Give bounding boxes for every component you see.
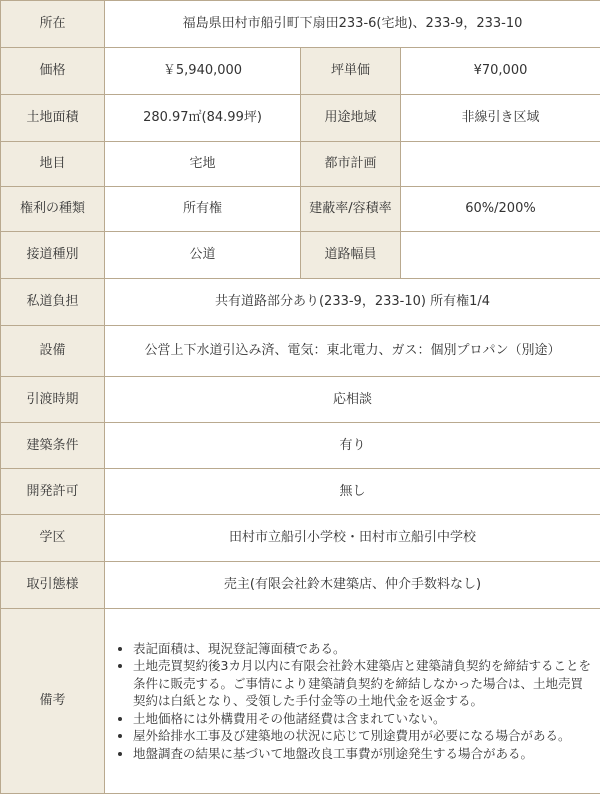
price-value: ￥5,940,000 (105, 48, 301, 95)
row-transaction (1, 562, 600, 609)
land-area-value: 280.97㎡(84.99坪) (105, 95, 301, 142)
row-land-area (1, 95, 600, 142)
row-road (1, 232, 600, 279)
rights-value: 所有権 (105, 187, 301, 232)
remarks-item: • 地盤調査の結果に基づいて地盤改良工事費が別途発生する場合がある。 (133, 745, 594, 763)
row-private-road (1, 279, 600, 326)
private-road-value: 共有道路部分あり(233-9，233-10) 所有権1/4 (105, 279, 600, 326)
facilities-label: 設備 (1, 326, 105, 377)
row-address (1, 1, 600, 48)
land-area-label: 土地面積 (1, 95, 105, 142)
remarks-item: • 屋外給排水工事及び建築地の状況に応じて別途費用が必要になる場合がある。 (133, 727, 594, 745)
row-building-conditions (1, 423, 600, 469)
dev-permit-value: 無し (105, 469, 600, 515)
school-district-label: 学区 (1, 515, 105, 562)
price-label: 価格 (1, 48, 105, 95)
land-category-value: 宅地 (105, 142, 301, 187)
handover-label: 引渡時期 (1, 377, 105, 423)
handover-value: 応相談 (105, 377, 600, 423)
unit-price-label: 坪単価 (301, 48, 401, 95)
row-school-district (1, 515, 600, 562)
dev-permit-label: 開発許可 (1, 469, 105, 515)
row-facilities (1, 326, 600, 377)
remarks-label: 備考 (1, 609, 105, 794)
land-category-label: 地目 (1, 142, 105, 187)
address-label: 所在 (1, 1, 105, 48)
row-price (1, 48, 600, 95)
transaction-value: 売主(有限会社鈴木建築店、仲介手数料なし) (105, 562, 600, 609)
remarks-item: • 表記面積は、現況登記簿面積である。 (133, 640, 594, 658)
city-planning-label: 都市計画 (301, 142, 401, 187)
row-rights (1, 187, 600, 232)
coverage-label: 建蔽率/容積率 (301, 187, 401, 232)
road-width-label: 道路幅員 (301, 232, 401, 279)
building-conditions-label: 建築条件 (1, 423, 105, 469)
row-handover (1, 377, 600, 423)
zoning-value: 非線引き区域 (401, 95, 600, 142)
school-district-value: 田村市立船引小学校・田村市立船引中学校 (105, 515, 600, 562)
row-remarks (1, 609, 600, 794)
remarks-item: • 土地売買契約後3カ月以内に有限会社鈴木建築店と建築請負契約を締結することを条件に販売する。ご事情により建築請負契約を締結しなかった場合は、土地売買契約は白紙となり、受領した手付金等の土地代金を返金する。 (133, 657, 594, 710)
coverage-value: 60%/200% (401, 187, 600, 232)
row-dev-permit (1, 469, 600, 515)
private-road-label: 私道負担 (1, 279, 105, 326)
unit-price-value: ¥70,000 (401, 48, 600, 95)
address-value: 福島県田村市船引町下扇田233-6(宅地)、233-9，233-10 (105, 1, 600, 48)
row-land-category (1, 142, 600, 187)
remarks-item: • 土地価格には外構費用その他諸経費は含まれていない。 (133, 710, 594, 728)
facilities-value: 公営上下水道引込み済、電気：東北電力、ガス：個別プロパン（別途） (105, 326, 600, 377)
rights-label: 権利の種類 (1, 187, 105, 232)
city-planning-value (401, 142, 600, 187)
road-type-value: 公道 (105, 232, 301, 279)
remarks-value (105, 609, 600, 794)
remarks-list (117, 640, 594, 763)
road-width-value (401, 232, 600, 279)
road-type-label: 接道種別 (1, 232, 105, 279)
zoning-label: 用途地域 (301, 95, 401, 142)
transaction-label: 取引態様 (1, 562, 105, 609)
building-conditions-value: 有り (105, 423, 600, 469)
